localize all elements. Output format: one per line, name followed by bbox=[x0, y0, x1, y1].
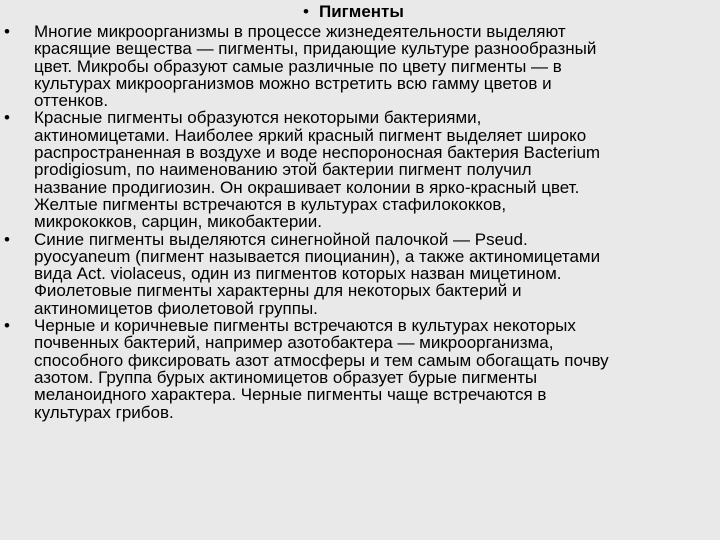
bullet-item bbox=[0, 23, 716, 109]
bullet-list bbox=[0, 23, 716, 421]
bullet-item bbox=[0, 231, 716, 317]
title-bullet-marker: • bbox=[303, 2, 309, 21]
bullet-item bbox=[0, 109, 716, 230]
bullet-marker: • bbox=[4, 229, 10, 249]
bullet-item bbox=[0, 317, 716, 421]
bullet-marker: • bbox=[4, 108, 10, 128]
bullet-marker: • bbox=[4, 316, 10, 336]
bullet-text: Синие пигменты выделяются синегнойной палочкой — Pseud. pyocyaneum (пигмент называется пиоцианин), а также актиномицетами вида Act. violaceus, один из пигментов которых назван мицетином. Фиолетовые пигменты характерны для некоторых бактерий и актиномицетов фиолетовой группы. bbox=[34, 229, 601, 318]
title-text: Пигменты bbox=[319, 2, 404, 21]
bullet-text: Многие микроорганизмы в процессе жизнедеятельности выделяют красящие вещества — пигменты, придающие культуре разнообразный цвет. Микробы образуют самые различные по цвету пигменты — в культурах микроорганизмов можно встретить всю гамму цветов и оттенков. bbox=[34, 22, 597, 111]
slide-title bbox=[303, 2, 404, 22]
bullet-text: Красные пигменты образуются некоторыми бактериями, актиномицетами. Наиболее яркий красный пигмент выделяет широко распространенная в воздухе и воде неспороносная бактерия Bacterium prodigiosum, по наименованию этой бактерии пигмент получил название продигиозин. Он окрашивает колонии в ярко-красный цвет. Желтые пигменты встречаются в культурах стафилококков, микрококков, сарцин, микобактерии. bbox=[34, 108, 601, 232]
bullet-text: Черные и коричневые пигменты встречаются в культурах некоторых почвенных бактерий, например азотобактера — микроорганизма, способного фиксировать азот атмосферы и тем самым обогащать почву азотом. Группа бурых актиномицетов образует бурые пигменты меланоидного характера. Черные пигменты чаще встречаются в культурах грибов. bbox=[34, 316, 609, 422]
bullet-marker: • bbox=[4, 22, 10, 41]
